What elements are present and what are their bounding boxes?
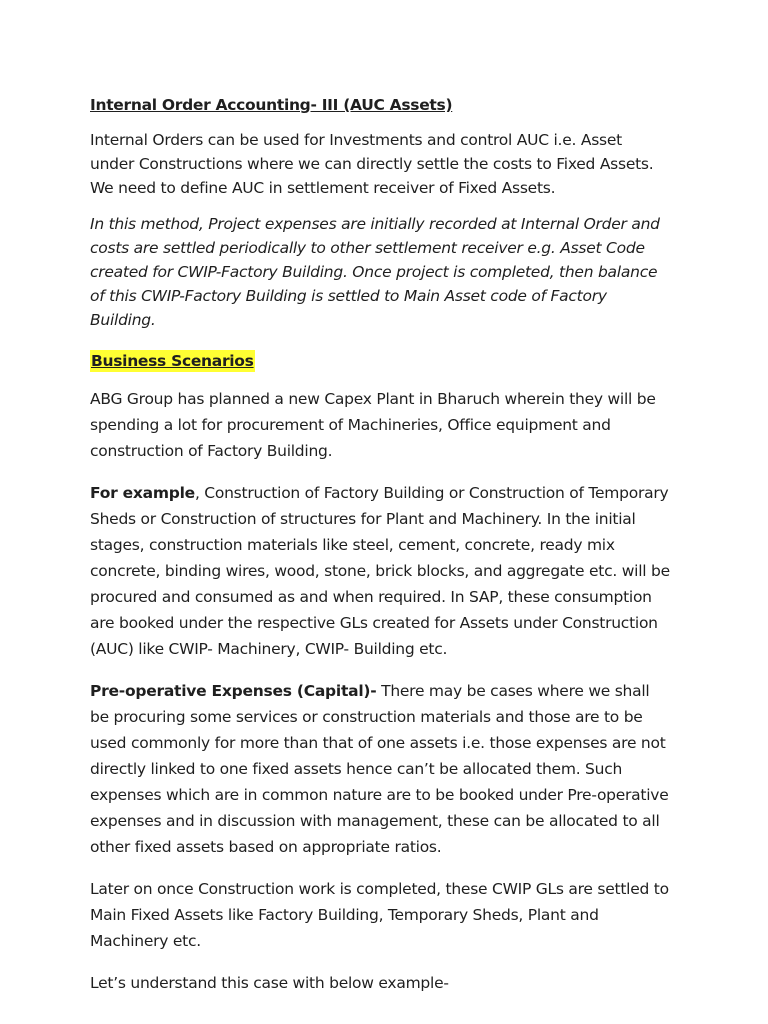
intro-paragraph: Internal Orders can be used for Investments and control AUC i.e. Asset under Constructions where we can directly settle the costs to Fixed Assets. We need to define AUC in settlement receiver of Fixed Assets. [90,131,654,197]
preoperative-lead: Pre-operative Expenses (Capital)- [90,682,377,700]
scenario-paragraph: ABG Group has planned a new Capex Plant in Bharuch wherein they will be spending a lot for procurement of Machineries, Office equipment and construction of Factory Building. [90,390,656,460]
example-paragraph [90,480,670,662]
business-scenarios-heading: Business Scenarios [91,352,254,370]
document-title: Internal Order Accounting- III (AUC Assets) [90,96,453,114]
closing-paragraph: Let’s understand this case with below example- [90,974,449,992]
method-paragraph: In this method, Project expenses are initially recorded at Internal Order and costs are settled periodically to other settlement receiver e.g. Asset Code created for CWIP-Factory Building. Once project is completed, then balance of this CWIP-Factory Building is settled to Main Asset code of Factory Building. [90,215,660,329]
later-paragraph: Later on once Construction work is completed, these CWIP GLs are settled to Main Fixed Assets like Factory Building, Temporary Sheds, Plant and Machinery etc. [90,880,669,950]
preoperative-paragraph [90,678,670,860]
preoperative-text: There may be cases where we shall be procuring some services or construction materials and those are to be used commonly for more than that of one assets i.e. those expenses are not directly linked to one fixed assets hence can’t be allocated them. Such expenses which are in common nature are to be booked under Pre-operative expenses and in discussion with management, these can be allocated to all other fixed assets based on appropriate ratios. [90,682,669,856]
example-text: , Construction of Factory Building or Construction of Temporary Sheds or Construction of structures for Plant and Machinery. In the initial stages, construction materials like steel, cement, concrete, ready mix concrete, binding wires, wood, stone, brick blocks, and aggregate etc. will be procured and consumed as and when required. In SAP, these consumption are booked under the respective GLs created for Assets under Construction (AUC) like CWIP- Machinery, CWIP- Building etc. [90,484,670,658]
document-page [90,94,670,1012]
example-lead: For example [90,484,195,502]
